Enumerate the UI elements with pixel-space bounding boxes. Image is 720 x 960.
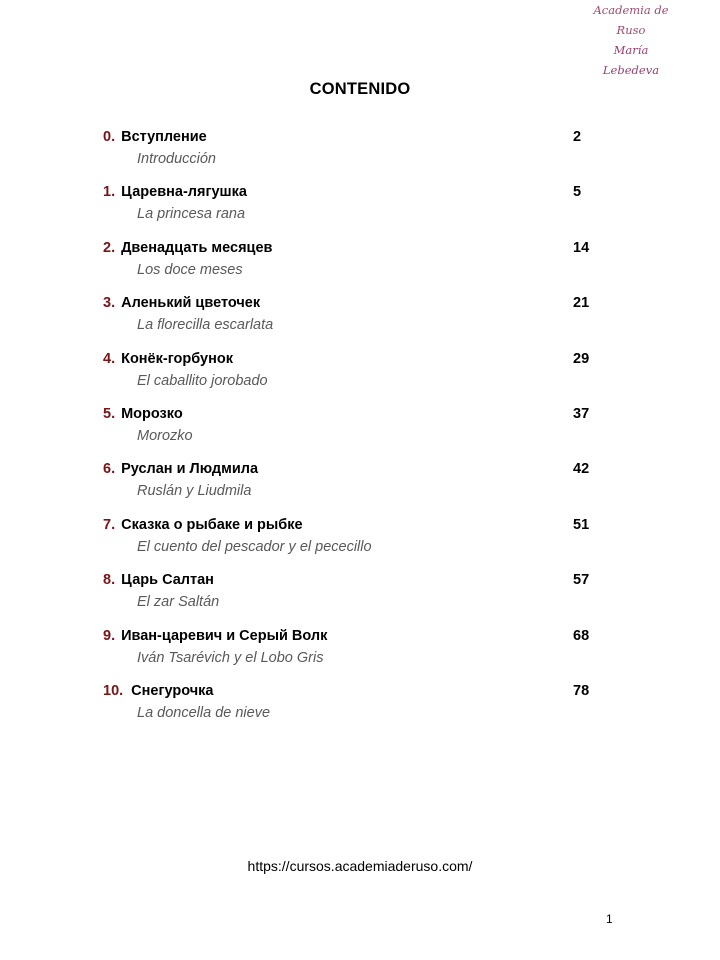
toc-entry-page: 42	[573, 461, 590, 478]
toc-entry-heading	[103, 293, 260, 313]
toc-entry-page: 29	[573, 350, 590, 367]
toc-entry-subtitle: La florecilla escarlata	[137, 317, 274, 334]
toc-entry	[0, 293, 720, 348]
toc-entry	[0, 238, 720, 293]
toc-entry-title: Иван-царевич и Серый Волк	[121, 627, 328, 644]
toc-entry	[0, 681, 720, 736]
toc-entry	[0, 349, 720, 404]
toc-entry-subtitle: Introducción	[137, 151, 216, 167]
toc-entry	[0, 404, 720, 459]
toc-entry-number: 0.	[103, 129, 116, 145]
toc-entry-page: 2	[573, 129, 582, 145]
toc-entry-subtitle: Morozko	[137, 427, 193, 444]
toc-entry-number: 10.	[103, 682, 124, 699]
toc-entry-title: Двенадцать месяцев	[121, 239, 273, 256]
toc-entry-subtitle: La doncella de nieve	[137, 704, 271, 721]
toc-entry-subtitle: El zar Saltán	[137, 594, 220, 611]
toc-entry-title: Руслан и Людмила	[121, 461, 259, 478]
toc-entry-subtitle: La princesa rana	[137, 206, 246, 223]
toc-entry-page: 21	[573, 295, 590, 312]
page-title: CONTENIDO	[309, 80, 411, 98]
toc-entry-heading	[103, 238, 272, 258]
toc-entry-title: Царевна-лягушка	[121, 184, 247, 201]
logo-line-2: María Lebedeva	[602, 43, 660, 77]
toc-entry-heading	[103, 626, 327, 646]
toc-entry	[0, 570, 720, 625]
toc-entry	[0, 626, 720, 681]
toc-entry-heading	[103, 570, 214, 590]
toc-entry-title: Конёк-горбунок	[121, 350, 233, 367]
toc-entry-subtitle: Ruslán y Liudmila	[137, 483, 252, 500]
toc-entry-title: Снегурочка	[131, 682, 214, 699]
toc-entry-title: Вступление	[121, 129, 207, 145]
toc-entry-page: 37	[573, 405, 590, 422]
toc-entry	[0, 515, 720, 570]
toc-entry-page: 68	[573, 627, 590, 644]
toc-entry	[0, 459, 720, 514]
toc-entry-subtitle: El caballito jorobado	[137, 372, 268, 389]
toc-entry-page: 78	[573, 682, 590, 699]
toc-entry-page: 5	[573, 184, 582, 201]
toc-entry-page: 57	[573, 572, 590, 589]
toc-entry-number: 2.	[103, 239, 116, 256]
toc-entry-title: Морозко	[121, 405, 183, 422]
toc-entry-subtitle: El cuento del pescador y el pececillo	[137, 538, 372, 555]
page-number: 1	[606, 912, 613, 926]
toc-entry-heading	[103, 515, 303, 535]
toc-entry	[0, 182, 720, 237]
toc-entry-number: 3.	[103, 295, 116, 312]
toc-entry-heading	[103, 459, 258, 479]
footer-url: https://cursos.academiaderuso.com/	[247, 858, 473, 874]
toc-entry-number: 1.	[103, 184, 116, 201]
toc-entry-title: Аленький цветочек	[121, 295, 261, 312]
toc-entry	[0, 127, 720, 182]
toc-entry-number: 4.	[103, 350, 116, 367]
toc-entry-number: 9.	[103, 627, 116, 644]
toc-entry-number: 6.	[103, 461, 116, 478]
academia-logo	[588, 0, 674, 80]
toc-entry-title: Царь Салтан	[121, 572, 214, 589]
toc-entry-page: 51	[573, 516, 590, 533]
toc-entry-subtitle: Iván Tsarévich y el Lobo Gris	[137, 649, 324, 666]
toc-entry-heading	[103, 681, 213, 701]
toc-entry-page: 14	[573, 239, 590, 256]
toc-entry-heading	[103, 404, 183, 424]
toc-entry-title: Сказка о рыбаке и рыбке	[121, 516, 303, 533]
toc-entry-number: 7.	[103, 516, 116, 533]
toc-entry-number: 5.	[103, 405, 116, 422]
toc-entry-number: 8.	[103, 572, 116, 589]
logo-line-1: Academia de Ruso	[593, 3, 669, 37]
toc-entry-heading	[103, 182, 247, 202]
toc-entry-subtitle: Los doce meses	[137, 261, 243, 278]
toc-entry-heading	[103, 349, 233, 369]
table-of-contents	[0, 127, 720, 736]
toc-entry-heading	[103, 127, 207, 147]
